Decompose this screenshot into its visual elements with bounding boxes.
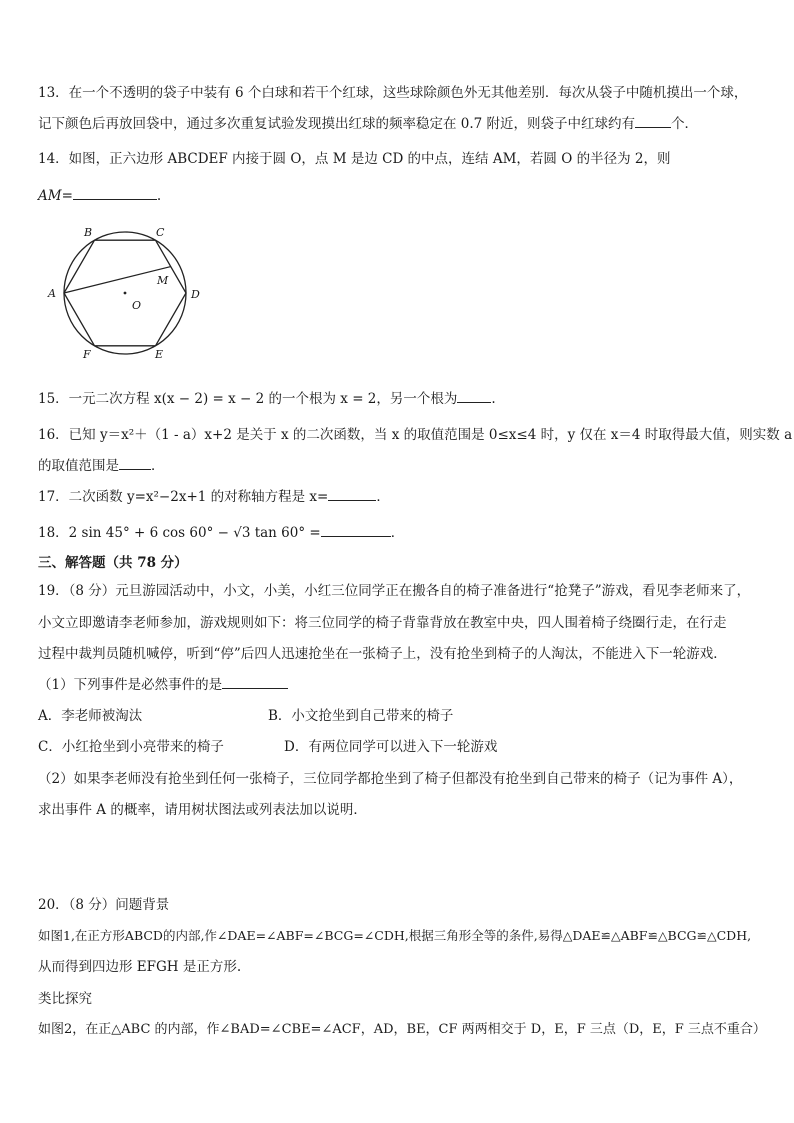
label-b: B — [84, 226, 93, 239]
q17-answer-blank[interactable] — [328, 488, 376, 501]
section-3-heading: 三、解答题（共 78 分） — [38, 555, 188, 571]
q19-part1 — [38, 676, 288, 694]
label-c: C — [156, 226, 165, 239]
q20-line2: 如图1,在正方形ABCD的内部,作∠DAE=∠ABF=∠BCG=∠CDH,根据三角形全等的条件,易得△DAE≌△ABF≌△BCG≌△CDH, — [38, 928, 752, 943]
q20-line4: 类比探究 — [38, 991, 92, 1007]
q19-part2-line1: （2）如果李老师没有抢坐到任何一张椅子，三位同学都抢坐到了椅子但都没有抢坐到自己带来的椅子（记为事件 A）， — [38, 771, 743, 787]
q14-line2-end: . — [156, 188, 162, 204]
q19-part1-answer-blank[interactable] — [222, 676, 288, 689]
q16-line2-end: ． — [151, 458, 165, 474]
q16-line2-text: 的取值范围是 — [38, 458, 119, 474]
q13-answer-blank[interactable] — [635, 115, 671, 128]
q19-option-a: A．李老师被淘汰 — [38, 708, 143, 724]
q15-answer-blank[interactable] — [457, 390, 491, 403]
q19-line1: 19．（8 分）元旦游园活动中，小文，小美，小红三位同学正在搬各自的椅子准备进行“抢凳子”游戏，看见李老师来了， — [38, 583, 751, 599]
q19-option-b: B．小文抢坐到自己带来的椅子 — [268, 708, 454, 724]
q17-end: ． — [376, 489, 390, 505]
q18-answer-blank[interactable] — [321, 524, 391, 537]
q14-answer-blank[interactable] — [73, 187, 157, 200]
q18-line — [38, 524, 404, 542]
label-m: M — [157, 274, 169, 287]
q19-part2-line2: 求出事件 A 的概率，请用树状图法或列表法加以说明． — [38, 802, 367, 818]
q14-line2 — [38, 187, 161, 205]
hexagon-circle-figure — [40, 222, 210, 364]
label-o: O — [132, 299, 142, 312]
q16-line2 — [38, 457, 165, 475]
q15-end: . — [491, 391, 496, 407]
q15-line — [38, 390, 496, 408]
q13-line2-text: 记下颜色后再放回袋中，通过多次重复试验发现摸出红球的频率稳定在 0.7 附近，则袋子中红球约有 — [38, 116, 636, 132]
q18-text: 18．2 sin 45° + 6 cos 60° − √3 tan 60° = — [38, 525, 321, 541]
q17-line — [38, 488, 390, 506]
q16-answer-blank[interactable] — [119, 457, 151, 470]
q14-am-label: AM= — [38, 188, 73, 204]
q19-option-c: C．小红抢坐到小亮带来的椅子 — [38, 739, 224, 755]
segment-am — [64, 267, 171, 293]
q19-line3: 过程中裁判员随机喊停，听到“停”后四人迅速抢坐在一张椅子上，没有抢坐到椅子的人淘汰，不能进入下一轮游戏． — [38, 646, 727, 662]
q20-line5: 如图2，在正△ABC 的内部，作∠BAD=∠CBE=∠ACF，AD，BE，CF 两两相交于 D，E，F 三点（D，E，F 三点不重合） — [38, 1022, 766, 1037]
q13-line1: 13．在一个不透明的袋子中装有 6 个白球和若干个红球，这些球除颜色外无其他差别．每次从袋子中随机摸出一个球， — [38, 85, 748, 101]
q17-text: 17．二次函数 y=x²−2x+1 的对称轴方程是 x= — [38, 489, 329, 505]
label-f: F — [83, 348, 91, 361]
q13-line2 — [38, 115, 698, 133]
label-d: D — [191, 288, 200, 301]
q20-line1: 20．（8 分）问题背景 — [38, 897, 170, 913]
q19-line2: 小文立即邀请李老师参加，游戏规则如下：将三位同学的椅子背靠背放在教室中央，四人围着椅子绕圈行走，在行走 — [38, 615, 727, 631]
q13-line2-end: 个． — [671, 116, 699, 132]
q20-line3: 从而得到四边形 EFGH 是正方形. — [38, 959, 242, 975]
q16-line1: 16．已知 y＝x²＋（1 - a）x+2 是关于 x 的二次函数，当 x 的取值范围是 0≤x≤4 时，y 仅在 x＝4 时取得最大值，则实数 a — [38, 427, 793, 443]
q18-end: ． — [390, 525, 405, 541]
center-point-o — [124, 292, 127, 295]
label-a: A — [48, 287, 56, 300]
q19-part1-text: （1）下列事件是必然事件的是 — [38, 677, 223, 693]
q15-text: 15．一元二次方程 x(x − 2) = x − 2 的一个根为 x = 2，另一个根为 — [38, 391, 458, 407]
q19-option-d: D．有两位同学可以进入下一轮游戏 — [284, 739, 498, 755]
label-e: E — [155, 348, 164, 361]
q14-line1: 14．如图，正六边形 ABCDEF 内接于圆 O，点 M 是边 CD 的中点，连结 AM，若圆 O 的半径为 2，则 — [38, 151, 671, 167]
